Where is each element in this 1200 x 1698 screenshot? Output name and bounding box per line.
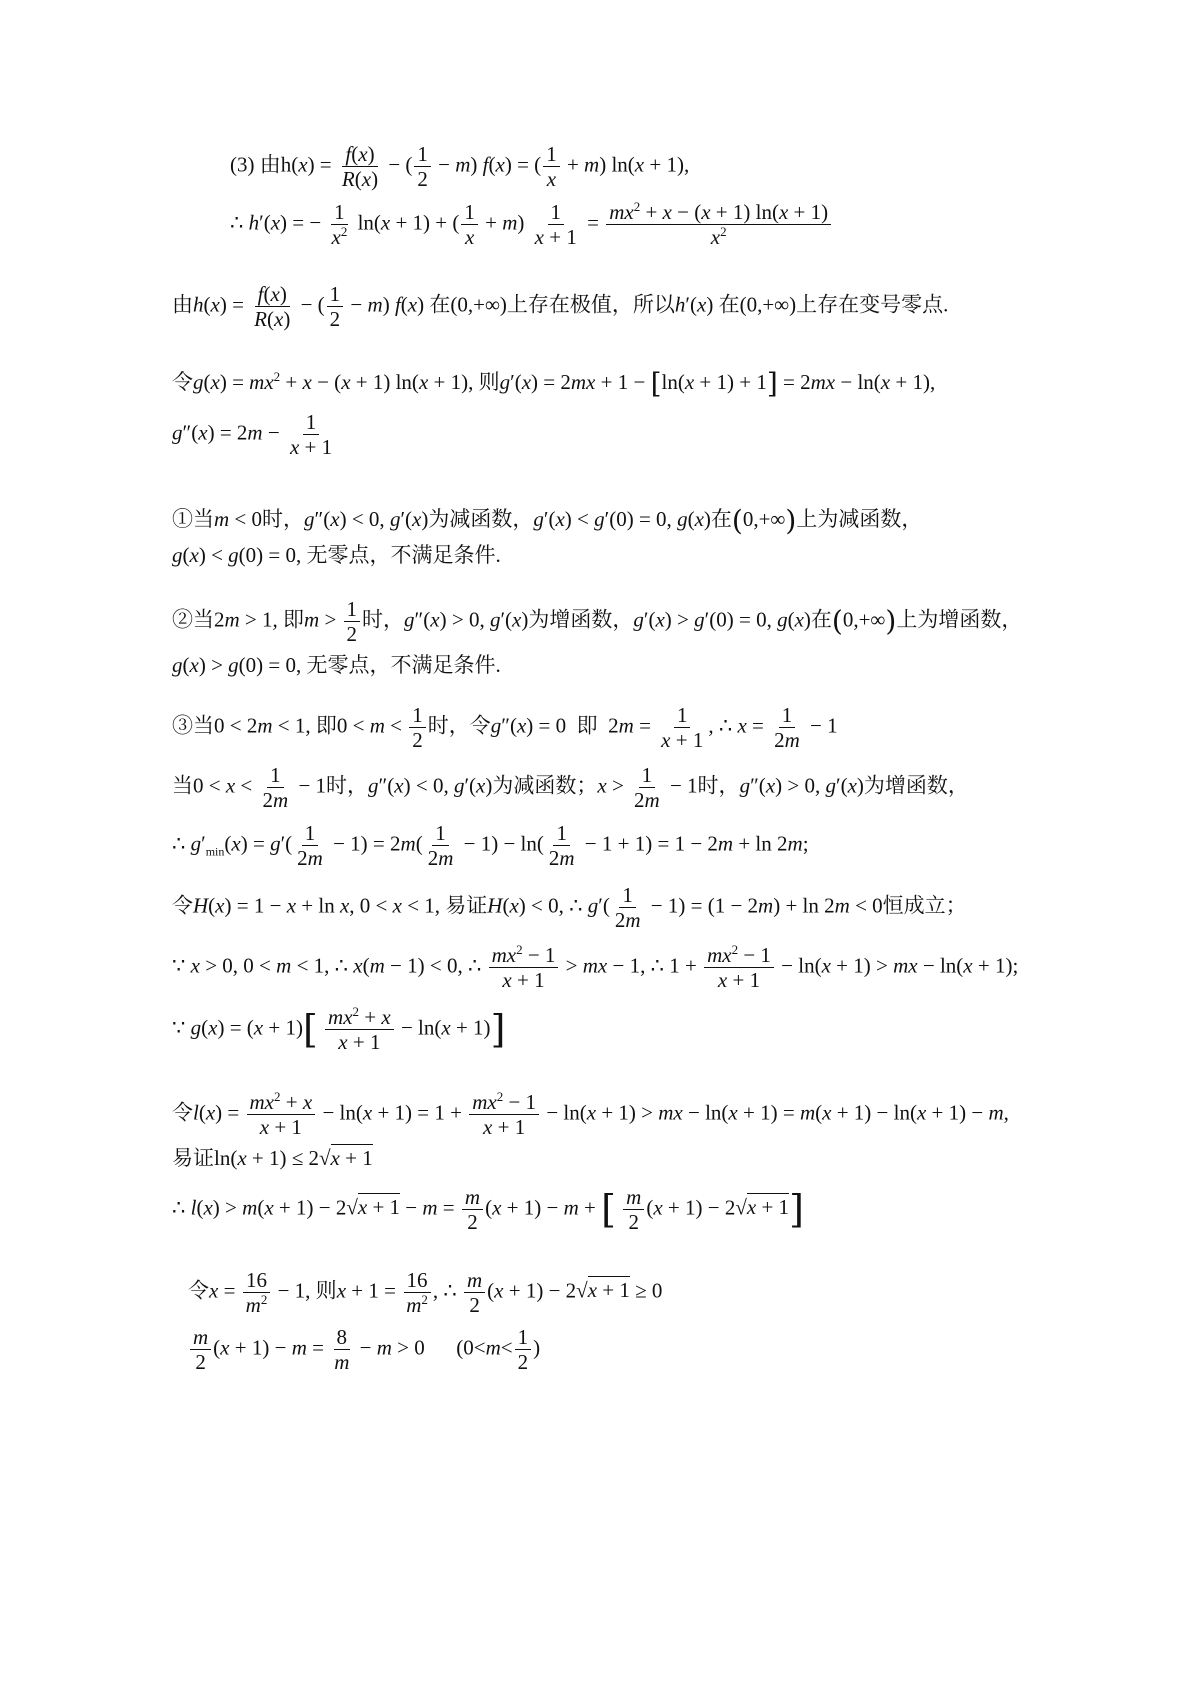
line-l12: ∴ $g'_{min}(x) = g'$( $\frac{1}{2m}$ − 1) = 2m( $\frac{1}{2m}$ − 1) − ln( $\frac{1}{2m}$ − 1 + 1) = 1 − 2m + ln 2m; bbox=[172, 821, 809, 871]
line-l20: $\frac{m}{2}$ (x + 1) − m = $\frac{8}{m}$ − m > 0 (0<m< $\frac{1}{2}$ ) bbox=[188, 1325, 540, 1374]
line-l19: 令x = $\frac{16}{m^2}$ − 1, 则x + 1 = $\frac{16}{m^2}$ , ∴ $\frac{m}{2}$ (x + 1) − 2√x + 1 ≥ 0 bbox=[188, 1268, 663, 1318]
line-l11: 当0 < x < $\frac{1}{2m}$ − 1时，g″(x) < 0, g′(x)为减函数；x > $\frac{1}{2m}$ − 1时，g″(x) > 0, g′(x)为增函数， bbox=[172, 763, 969, 813]
line-l06: ①当m < 0时，g″(x) < 0, g′(x)为减函数，g′(x) < g′(0) = 0, g(x)在(0,+∞)上为减函数， bbox=[172, 504, 923, 537]
line-l05: g″(x) = 2m − $\frac{1}{x + 1}$ bbox=[172, 410, 333, 460]
line-l18: ∴ l(x) > m(x + 1) − 2√x + 1 − m = $\frac{m}{2}$ (x + 1) − m + [ $\frac{m}{2}$ (x + 1) − 2√x + 1] bbox=[172, 1185, 804, 1235]
line-l09: g(x) > g(0) = 0, 无零点，不满足条件. bbox=[172, 653, 501, 677]
line-l04: 令$g(x) = mx^2 + x - (x + 1) \ln(x + 1)$, 则g′(x) = 2mx + 1 − [ln(x + 1) + 1] = 2mx − ln(x + 1), bbox=[172, 367, 936, 401]
line-l14: ∵ x > 0, 0 < m < 1, ∴ x(m − 1) < 0, ∴ $\frac{mx^2 - 1}{x + 1}$ > mx − 1, ∴ 1 + $\frac{mx^2 - 1}{x + 1}$ − ln(x + 1) > mx − ln(x + 1); bbox=[172, 942, 1019, 993]
line-l17: 易证ln(x + 1) ≤ 2√x + 1 bbox=[172, 1146, 373, 1170]
line-l16: 令l(x) = $\frac{mx^2 + x}{x + 1}$ − ln(x + 1) = 1 + $\frac{mx^2 - 1}{x + 1}$ − ln(x + 1) > mx − ln(x + 1) = m(x + 1) − ln(x + 1) − m, bbox=[172, 1089, 1009, 1140]
line-l07: g(x) < g(0) = 0, 无零点，不满足条件. bbox=[172, 543, 501, 567]
line-l03: 由h(x) = $\frac{f(x)}{R(x)}$ − ( $\frac{1}{2}$ − m) f(x) 在(0,+∞)上存在极值，所以h′(x) 在(0,+∞)上存在变号零点. bbox=[172, 282, 949, 332]
line-l10: ③当0 < 2m < 1, 即0 < m < $\frac{1}{2}$ 时，令g″(x) = 0 即 2m = $\frac{1}{x + 1}$ , ∴ x = $\frac{1}{2m}$ − 1 bbox=[172, 703, 838, 753]
line-l01: (3) 由h(x) = $\frac{f(x)}{R(x)}$ − ( $\frac{1}{2}$ − m) f(x) = ( $\frac{1}{x}$ + m) ln(x + 1), bbox=[230, 142, 690, 192]
line-l02: ∴ h′(x) = − $\frac{1}{x^2}$ ln(x + 1) + ( $\frac{1}{x}$ + m) $\frac{1}{x + 1}$ = $\frac{mx^2 + x - (x + 1) \ln(x + 1)}{x^2}$ bbox=[230, 200, 833, 249]
line-l15: ∵ g(x) = (x + 1)[ $\frac{mx^2 + x}{x + 1}$ − ln(x + 1)] bbox=[172, 1004, 506, 1055]
line-l13: 令H(x) = 1 − x + ln x, 0 < x < 1, 易证H(x) < 0, ∴ g′( $\frac{1}{2m}$ − 1) = (1 − 2m) + ln 2m < 0恒成立； bbox=[172, 883, 967, 933]
line-l08: ②当2m > 1, 即m > $\frac{1}{2}$ 时，g″(x) > 0, g′(x)为增函数，g′(x) > g′(0) = 0, g(x)在(0,+∞)上为增函数， bbox=[172, 597, 1023, 647]
